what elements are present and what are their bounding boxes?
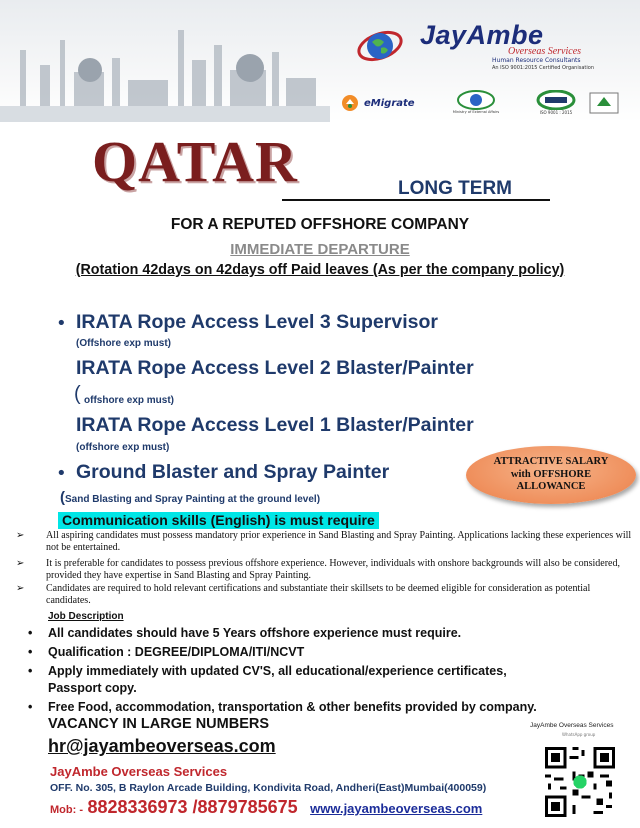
- requirement-item: [6, 583, 636, 607]
- footer-company-name: JayAmbe Overseas Services: [50, 764, 228, 779]
- email-link[interactable]: hr@jayambeoverseas.com: [48, 736, 276, 756]
- iso-seal-icon: [536, 90, 576, 110]
- bullet-icon: •: [56, 313, 67, 334]
- vacancy-line: VACANCY IN LARGE NUMBERS: [48, 716, 270, 732]
- position-title: IRATA Rope Access Level 2 Blaster/Painter: [76, 357, 474, 379]
- position-note: offshore exp must): [84, 395, 175, 406]
- company-line: FOR A REPUTED OFFSHORE COMPANY: [170, 216, 470, 233]
- qr-code-icon[interactable]: [542, 744, 618, 820]
- bullet-icon: •: [28, 626, 33, 640]
- position-note: [60, 489, 320, 506]
- requirement-text: It is preferable for candidates to possess previous offshore experience. However, individuals with onshore backgrounds will also be considered, provided they have expertise in Sand Blasting and Spray Painting.: [46, 558, 620, 581]
- brand-name: JayAmbe: [420, 20, 544, 50]
- job-item-continuation: Passport copy.: [48, 681, 137, 695]
- mobile-numbers[interactable]: 8828336973 /8879785675: [87, 797, 298, 817]
- salary-badge: [466, 446, 636, 504]
- siba-logo-icon: [588, 92, 620, 114]
- website-link[interactable]: www.jayambeoverseas.com: [310, 801, 483, 816]
- bullet-arrow-icon: ➢: [16, 530, 25, 541]
- header-banner: [0, 0, 640, 122]
- job-description-heading: Job Description: [48, 611, 124, 622]
- brand-subtitle: Overseas Services: [508, 46, 582, 57]
- refinery-illustration: [0, 10, 330, 122]
- position-note-text: Sand Blasting and Spray Painting at the ground level): [65, 494, 321, 505]
- position-note-lead: (: [60, 489, 65, 506]
- iso-label: ISO 9001 : 2015: [539, 110, 573, 115]
- salary-line: ALLOWANCE: [516, 481, 586, 493]
- emigrate-logo: [340, 90, 415, 116]
- bullet-icon: •: [28, 700, 33, 714]
- bullet-icon: •: [56, 463, 67, 484]
- position-title: IRATA Rope Access Level 3 Supervisor: [76, 311, 438, 333]
- departure-line: IMMEDIATE DEPARTURE: [230, 241, 410, 258]
- rotation-line: (Rotation 42days on 42days off Paid leaves (As per the company policy): [75, 262, 565, 278]
- emigrate-logo-icon: [340, 93, 360, 113]
- bullet-arrow-icon: ➢: [16, 558, 25, 569]
- job-item-text: Free Food, accommodation, transportation & other benefits provided by company.: [48, 700, 537, 714]
- job-item-text: All candidates should have 5 Years offshore experience must require.: [48, 626, 462, 640]
- moea-logo: [450, 90, 502, 116]
- contact-row: [50, 797, 482, 818]
- job-item-text: Apply immediately with updated CV'S, all educational/experience certificates,: [48, 664, 507, 678]
- job-item: [28, 626, 461, 640]
- job-item: [28, 645, 304, 659]
- globe-logo-icon: [356, 22, 404, 70]
- brand-tagline: Human Resource Consultants: [492, 57, 581, 64]
- requirement-item: [6, 530, 636, 554]
- position-title: Ground Blaster and Spray Painter: [76, 461, 390, 483]
- requirement-item: [6, 558, 636, 582]
- mobile-label: Mob: -: [50, 804, 83, 816]
- qr-caption: JayAmbe Overseas Services: [530, 722, 614, 729]
- iso-seal: [534, 90, 578, 116]
- emigrate-label: eMigrate: [364, 97, 415, 109]
- position-note: (offshore exp must): [76, 442, 170, 453]
- job-item-text: Qualification : DEGREE/DIPLOMA/ITI/NCVT: [48, 645, 305, 659]
- title-underline: [282, 199, 550, 201]
- moea-label: Ministry of External Affairs: [452, 110, 500, 114]
- long-term-label: LONG TERM: [398, 178, 512, 199]
- bullet-icon: •: [28, 664, 33, 678]
- country-title: QATAR: [92, 129, 298, 194]
- job-item: [28, 700, 537, 714]
- bullet-arrow-icon: ➢: [16, 583, 25, 594]
- communication-requirement: Communication skills (English) is must require: [58, 512, 379, 529]
- moea-emblem-icon: [456, 90, 496, 110]
- salary-line: ATTRACTIVE SALARY: [493, 456, 609, 468]
- position-note: (Offshore exp must): [76, 338, 172, 349]
- brand-certification: An ISO 9001:2015 Certified Organisation: [492, 65, 594, 71]
- qr-subcaption: WhatsApp group: [562, 732, 596, 737]
- salary-line: with OFFSHORE: [510, 468, 592, 480]
- job-item: [28, 664, 507, 678]
- paren-glyph: (: [74, 383, 81, 405]
- position-title: IRATA Rope Access Level 1 Blaster/Painter: [76, 414, 474, 436]
- requirement-text: All aspiring candidates must possess mandatory prior experience in Sand Blasting and Spray Painting. Applications lacking these experiences will not be entertained.: [46, 530, 632, 553]
- bullet-icon: •: [28, 645, 33, 659]
- office-address: OFF. No. 305, B Raylon Arcade Building, Kondivita Road, Andheri(East)Mumbai(400059): [50, 782, 487, 794]
- requirement-text: Candidates are required to hold relevant certifications and substantiate their skillsets to be deemed eligible for consideration as potential candidates.: [46, 583, 591, 606]
